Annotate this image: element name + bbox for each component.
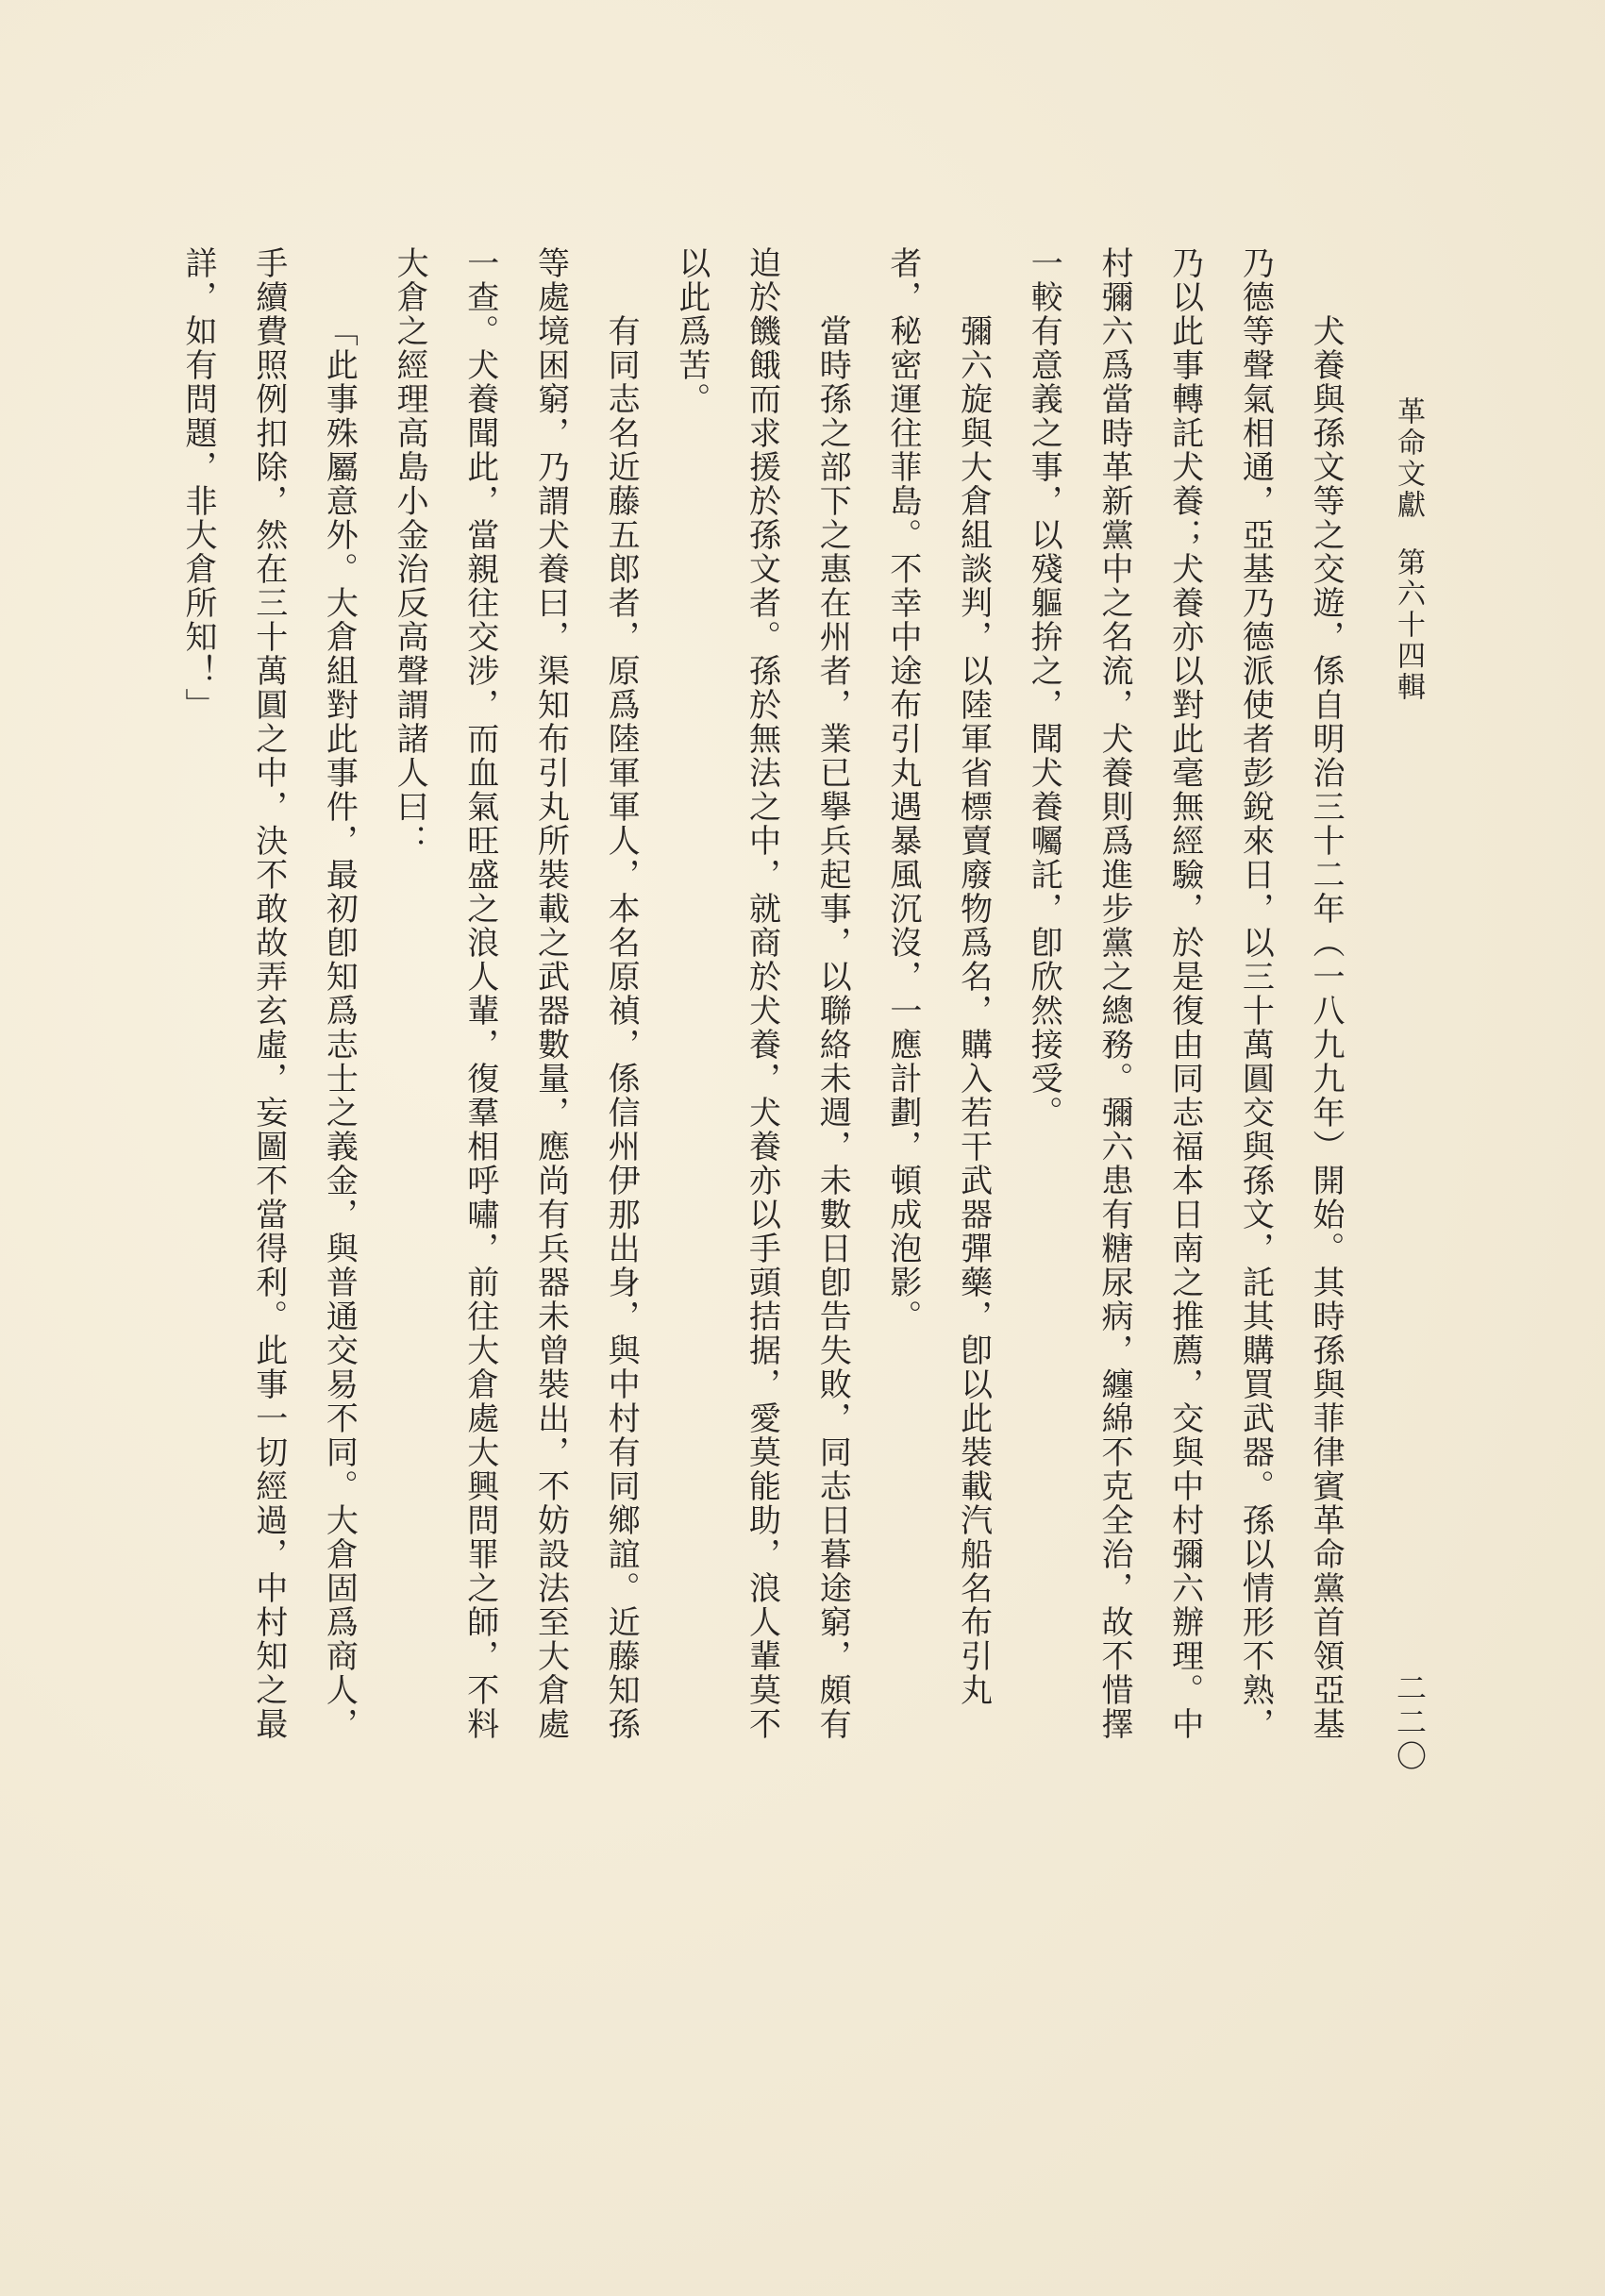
text-line: 彌六旋與大倉組談判，以陸軍省標賣廢物爲名，購入若干武器彈藥，卽以此裝載汽船名布引丸: [954, 314, 993, 1707]
text-line: 以此爲苦。: [672, 246, 711, 416]
volume-number: 第六十四輯: [1392, 547, 1425, 703]
quote-line: 「此事殊屬意外。大倉組對此事件，最初卽知爲志士之義金，與普通交易不同。大倉固爲商人，: [320, 314, 359, 1741]
quote-line: 手續費照例扣除，然在三十萬圓之中，決不敢故弄玄虛，妄圖不當得利。此事一切經過，中村知之最: [249, 246, 288, 1741]
quote-line: 詳，如有問題，非大倉所知！」: [179, 246, 217, 722]
text-line: 一查。犬養聞此，當親往交涉，而血氣旺盛之浪人輩，復羣相呼嘯，前往大倉處大興問罪之師，不料: [460, 246, 499, 1741]
text-line: 乃以此事轉託犬養；犬養亦以對此毫無經驗，於是復由同志福本日南之推薦，交與中村彌六辦理。中: [1165, 246, 1204, 1741]
text-line: 當時孫之部下之惠在州者，業已擧兵起事，以聯絡未週，未數日卽告失敗，同志日暮途窮，頗有: [813, 314, 852, 1741]
page-number: 二二〇: [1392, 1672, 1428, 1774]
body-text: [162, 246, 1361, 1747]
running-header: [1387, 396, 1429, 1765]
text-line: 犬養與孫文等之交遊，係自明治三十二年（一八九九年）開始。其時孫與菲律賓革命黨首領亞基: [1307, 314, 1345, 1741]
text-line: 有同志名近藤五郎者，原爲陸軍軍人，本名原禎，係信州伊那出身，與中村有同鄉誼。近藤知孫: [602, 314, 641, 1741]
text-line: 等處境困窮，乃謂犬養曰，渠知布引丸所裝載之武器數量，應尚有兵器未曾裝出，不妨設法至大倉處: [531, 246, 570, 1741]
text-line: 村彌六爲當時革新黨中之名流，犬養則爲進步黨之總務。彌六患有糖尿病，纏綿不克全治，故不惜擇: [1095, 246, 1133, 1741]
text-line: 乃德等聲氣相通，亞基乃德派使者彭銳來日，以三十萬圓交與孫文，託其購買武器。孫以情形不熟，: [1236, 246, 1275, 1741]
publication-title: 革命文獻: [1392, 396, 1425, 521]
text-line: 大倉之經理高島小金治反高聲謂諸人曰：: [391, 246, 429, 858]
text-line: 迫於饑餓而求援於孫文者。孫於無法之中，就商於犬養，犬養亦以手頭拮据，愛莫能助，浪人輩莫不: [743, 246, 781, 1741]
text-line: 者，秘密運往菲島。不幸中途布引丸遇暴風沉沒，一應計劃，頓成泡影。: [883, 246, 922, 1333]
text-line: 一較有意義之事，以殘軀拚之，聞犬養囑託，卽欣然接受。: [1025, 246, 1063, 1130]
